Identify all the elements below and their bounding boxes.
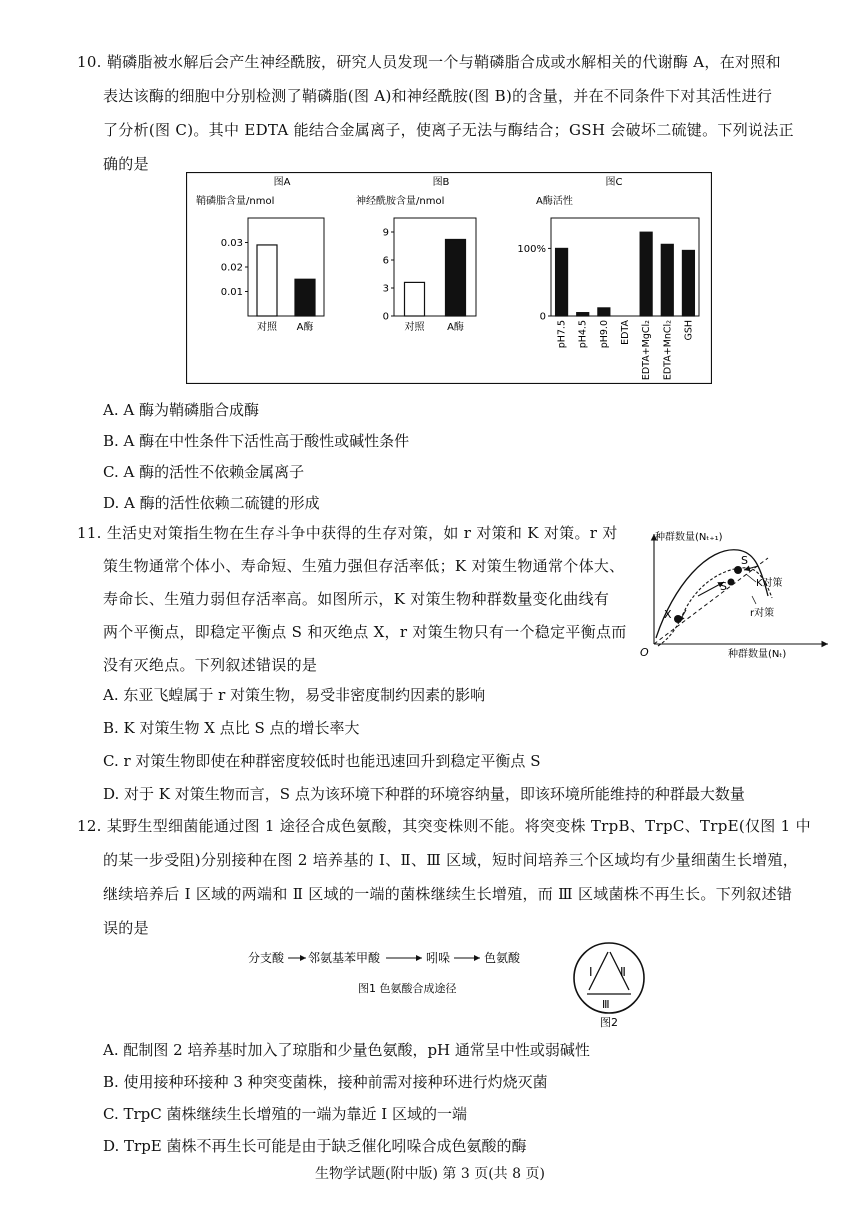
chart-c-category-label: GSH: [683, 320, 695, 341]
chart-a-category-label: 对照: [257, 322, 277, 333]
chart-a-ytick-label: 0.01: [220, 287, 243, 298]
chart-c-plot-frame: [551, 218, 699, 316]
q10-option-b: B. A 酶在中性条件下活性高于酸性或碱性条件: [103, 432, 410, 450]
q11-r-curve: [656, 550, 768, 638]
chart-c-category-label: pH9.0: [598, 320, 610, 349]
q11-line-5: 没有灭绝点。下列叙述错误的是: [103, 656, 318, 674]
chart-a-category-label: A酶: [296, 322, 314, 333]
q12-line-3: 继续培养后 Ⅰ 区域的两端和 Ⅱ 区域的一端的菌株继续生长增殖，而 Ⅲ 区域菌株不再生长。下列叙述错: [103, 885, 793, 903]
q10-line-1: 10. 鞘磷脂被水解后会产生神经酰胺，研究人员发现一个与鞘磷脂合成或水解相关的代谢酶 A，在对照和: [77, 53, 781, 71]
chart-a-ytick-label: 0.03: [220, 238, 243, 249]
q12-option-a: A. 配制图 2 培养基时加入了琼脂和少量色氨酸，pH 通常呈中性或弱碱性: [103, 1041, 590, 1059]
q10-line-2: 表达该酶的细胞中分别检测了鞘磷脂(图 A)和神经酰胺(图 B)的含量，并在不同条件下对其活性进行: [103, 87, 773, 105]
chart-c: [517, 176, 699, 380]
q11-point-s-lower: [728, 579, 735, 586]
chart-c-category-label: EDTA: [620, 320, 631, 345]
chart-b-ytick-label: 9: [382, 227, 389, 239]
q11-line-2: 策生物通常个体小、寿命短、生殖力强但存活率低；K 对策生物通常个体大、: [103, 557, 625, 575]
chart-a-title: 图A: [273, 177, 291, 188]
pathway-step-2: 邻氨基苯甲酸: [308, 951, 381, 965]
q11-ylabel: 种群数量(Nₜ₊₁): [655, 532, 723, 543]
chart-b-title: 图B: [432, 177, 450, 188]
q11-line-1: 11. 生活史对策指生物在生存斗争中获得的生存对策，如 r 对策和 K 对策。r 对: [77, 524, 618, 542]
chart-b-ylabel: 神经酰胺含量/nmol: [356, 196, 445, 207]
chart-c-category-label: pH4.5: [577, 320, 589, 349]
q12-option-c: C. TrpC 菌株继续生长增殖的一端为靠近 Ⅰ 区域的一端: [103, 1105, 467, 1123]
q10-option-a: A. A 酶为鞘磷脂合成酶: [103, 401, 259, 419]
chart-b-category-label: A酶: [447, 322, 464, 333]
q11-origin: O: [640, 646, 649, 659]
q12-line-1: 12. 某野生型细菌能通过图 1 途径合成色氨酸，其突变株则不能。将突变株 TrpB、TrpC、TrpE(仅图 1 中: [77, 817, 811, 835]
region-2: Ⅱ: [620, 965, 626, 979]
q11-xlabel: 种群数量(Nₜ): [728, 649, 787, 660]
q12-line-4: 误的是: [103, 919, 149, 937]
chart-c-bar: [598, 308, 610, 316]
chart-a-ytick-label: 0.02: [220, 262, 243, 274]
chart-b: [356, 176, 476, 333]
q12-option-b: B. 使用接种环接种 3 种突变菌株，接种前需对接种环进行灼烧灭菌: [103, 1073, 548, 1091]
q11-option-d: D. 对于 K 对策生物而言，S 点为该环境下种群的环境容纳量，即该环境所能维持的种群最大数量: [103, 785, 745, 803]
chart-c-title: 图C: [605, 177, 623, 188]
fig2-caption: 图2: [600, 1016, 618, 1029]
q11-label-s-lower: S: [720, 580, 727, 593]
chart-a-bar: [295, 279, 315, 316]
q10-option-c: C. A 酶的活性不依赖金属离子: [103, 463, 305, 481]
chart-c-category-label: EDTA+MgCl₂: [641, 320, 653, 381]
fig1-caption: 图1 色氨酸合成途径: [358, 982, 457, 995]
q11-line-3: 寿命长、生殖力弱但存活率高。如图所示，K 对策生物种群数量变化曲线有: [103, 590, 610, 608]
chart-b-ytick-label: 3: [382, 283, 389, 295]
q11-option-c: C. r 对策生物即使在种群密度较低时也能迅速回升到稳定平衡点 S: [103, 752, 541, 770]
chart-a-bar: [257, 245, 277, 316]
q10-figure: [186, 172, 712, 384]
region-1: Ⅰ: [589, 965, 593, 979]
q10-line-3: 了分析(图 C)。其中 EDTA 能结合金属离子，使离子无法与酶结合；GSH 会破坏二硫键。下列说法正: [103, 121, 794, 139]
q11-point-s-upper: [734, 566, 742, 574]
chart-b-ytick-label: 6: [382, 255, 389, 267]
page-footer: 生物学试题(附中版) 第 3 页(共 8 页): [315, 1166, 545, 1182]
q11-option-b: B. K 对策生物 X 点比 S 点的增长率大: [103, 719, 360, 737]
q11-label-x: X: [664, 608, 672, 621]
q11-line-4: 两个平衡点，即稳定平衡点 S 和灭绝点 X，r 对策生物只有一个稳定平衡点而: [103, 623, 627, 641]
q10-line-4: 确的是: [103, 155, 149, 173]
q11-diagonal-line: [654, 558, 768, 644]
chart-a-ylabel: 鞘磷脂含量/nmol: [196, 196, 275, 207]
chart-c-bar: [640, 232, 652, 316]
q11-label-s-upper: S: [741, 554, 748, 567]
q11-label-k: K对策: [756, 578, 783, 589]
q12-option-d: D. TrpE 菌株不再生长可能是由于缺乏催化吲哚合成色氨酸的酶: [103, 1137, 527, 1155]
region-3: Ⅲ: [602, 998, 610, 1011]
chart-c-category-label: pH7.5: [556, 320, 568, 349]
chart-c-bar: [682, 250, 694, 316]
pathway-step-1: 分支酸: [248, 951, 285, 965]
q11-k-curve: [658, 568, 775, 646]
chart-c-ylabel: A酶活性: [536, 196, 573, 207]
pathway-step-4: 色氨酸: [484, 951, 521, 965]
chart-a: [196, 176, 324, 333]
q11-figure: [628, 526, 838, 662]
q11-label-r: r对策: [750, 608, 775, 619]
chart-b-bar: [446, 239, 466, 316]
pathway-step-3: 吲哚: [426, 951, 451, 965]
q12-figure: [240, 940, 660, 1030]
chart-b-bar: [405, 282, 425, 316]
chart-c-bar: [577, 313, 589, 316]
q11-option-a: A. 东亚飞蝗属于 r 对策生物，易受非密度制约因素的影响: [103, 686, 486, 704]
chart-c-ytick-label: 0: [539, 311, 546, 323]
chart-b-category-label: 对照: [404, 322, 425, 333]
chart-c-category-label: EDTA+MnCl₂: [662, 320, 674, 381]
chart-c-bar: [661, 244, 673, 316]
chart-b-ytick-label: 0: [382, 311, 389, 323]
chart-c-ytick-label: 100%: [517, 243, 546, 255]
chart-c-bar: [556, 248, 568, 316]
q10-option-d: D. A 酶的活性依赖二硫键的形成: [103, 494, 320, 512]
q12-line-2: 的某一步受阻)分别接种在图 2 培养基的 Ⅰ、Ⅱ、Ⅲ 区域，短时间培养三个区域均有少量细菌生长增殖，: [103, 851, 799, 869]
